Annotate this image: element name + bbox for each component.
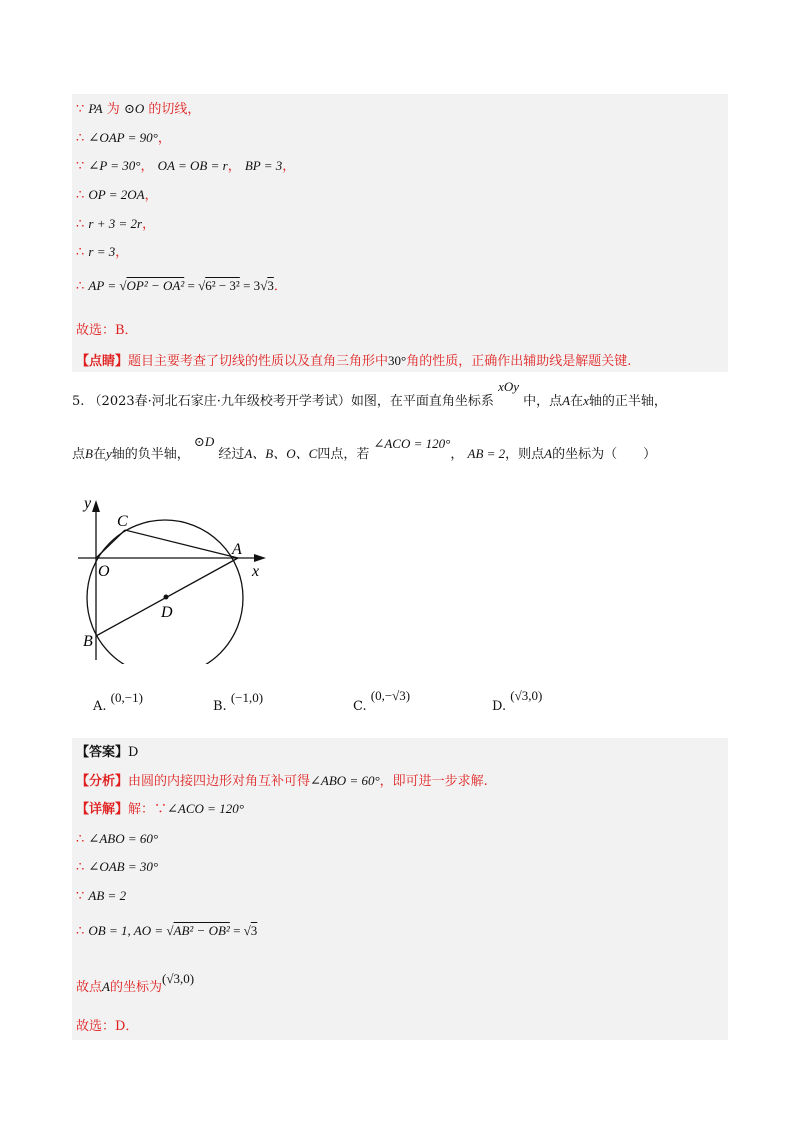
since-symbol: ∵ [76, 159, 85, 174]
punct: ， [115, 245, 129, 260]
since-symbol: ∵ [76, 102, 85, 117]
math-circle-o: ⊙O [123, 101, 145, 116]
punct: ， [144, 188, 158, 203]
punct: ， [140, 159, 154, 174]
question-line-2 [72, 434, 657, 464]
math-expr: ∠OAB = 30° [88, 859, 159, 874]
label-y: y [84, 495, 92, 512]
label-b: B [83, 633, 93, 650]
punct: ， [282, 159, 296, 174]
option-b[interactable] [213, 690, 264, 714]
detail-text: 解：∵ [128, 802, 168, 817]
math-expr: 30° [388, 353, 407, 368]
math-expr: AB = 2 [88, 888, 127, 903]
step-3 [76, 887, 126, 906]
math-expr: ∠OAP = 90° [88, 130, 158, 145]
step-1 [76, 830, 158, 849]
math-expr: BP = 3 [244, 158, 283, 173]
math-axis: y [105, 446, 112, 461]
sqrt-radicand: AB² − OB² [173, 923, 230, 938]
question-line-1 [72, 379, 667, 411]
math-circle-d: ⊙D [193, 434, 215, 449]
since-symbol: ∵ [76, 889, 85, 904]
math-expr: = [229, 923, 244, 938]
math-expr: r = 3 [88, 244, 116, 259]
comment-line [76, 352, 631, 371]
final-choice-line [76, 1018, 138, 1036]
choice-text: 故选：D． [76, 1019, 139, 1034]
analysis-text: ，即可进一步求解. [379, 774, 488, 789]
punct: ． [273, 279, 287, 294]
question-source: （2023春·河北石家庄·九年级校考开学考试） [88, 394, 351, 409]
question-text: 经过 [218, 447, 245, 462]
math-expr: ∠ABO = 60° [310, 773, 380, 788]
option-letter: A. [93, 699, 107, 714]
text: 的切线， [148, 102, 201, 117]
therefore-symbol: ∴ [76, 924, 85, 939]
solution-line-4 [76, 186, 158, 205]
option-value: (√3,0) [510, 688, 543, 703]
punct: ， [142, 217, 156, 232]
solution-line-5 [76, 215, 155, 234]
therefore-symbol: ∴ [76, 188, 85, 203]
comment-tag: 【点睛】 [76, 354, 129, 369]
punct: ， [450, 447, 464, 462]
geometry-figure [70, 494, 270, 664]
math-expr: (√3,0) [161, 971, 195, 986]
sqrt-radicand: 6² − 3² [205, 278, 240, 293]
question-text: 四点，若 [317, 447, 370, 462]
option-a[interactable] [93, 690, 143, 714]
therefore-symbol: ∴ [76, 245, 85, 260]
math-expr: = [184, 278, 199, 293]
question-text: 轴的正半轴， [588, 394, 667, 409]
question-text: 中，点 [523, 394, 563, 409]
question-text: 如图，在平面直角坐标系 [350, 394, 494, 409]
conclusion-line [76, 971, 195, 997]
detail-line [76, 800, 244, 819]
question-text: 在 [92, 447, 106, 462]
question-number: 5. [72, 394, 85, 409]
choice-line [76, 322, 138, 340]
math-point: A [562, 393, 571, 408]
answer-tag: 【答案】 [76, 745, 129, 760]
math-point: A [102, 979, 110, 994]
question-text: 在 [570, 394, 584, 409]
option-letter: D. [492, 699, 507, 714]
math-expr: AP = [88, 278, 120, 293]
punct: ， [157, 131, 171, 146]
math-expr: ∠ABO = 60° [88, 831, 159, 846]
punct: ， [227, 159, 241, 174]
math-expr: OB = 1, AO = [88, 923, 167, 938]
label-o: O [98, 563, 110, 580]
math-length: AB = 2 [467, 446, 506, 461]
answer-value: D [128, 745, 139, 760]
option-letter: C. [353, 699, 367, 714]
analysis-tag: 【分析】 [76, 774, 129, 789]
math-point: A [544, 446, 553, 461]
label-x: x [252, 563, 260, 580]
text: 为 [106, 102, 120, 117]
solution-line-3 [76, 157, 295, 176]
solution-line-2 [76, 129, 171, 148]
sqrt-radicand: 3 [267, 278, 274, 293]
math-coord-system: xOy [498, 379, 519, 394]
math-pa: PA [88, 101, 103, 116]
analysis-line [76, 772, 488, 791]
therefore-symbol: ∴ [76, 131, 85, 146]
solution-line-7: ∴ AP = √OP² − OA² = √6² − 3² = 3√3． [76, 278, 287, 294]
math-expr: ∠P = 30° [88, 158, 141, 173]
option-d[interactable] [492, 688, 543, 714]
solution-line-1 [76, 100, 200, 119]
math-expr: = 3 [239, 278, 261, 293]
math-expr: ∠ACO = 120° [167, 801, 244, 816]
option-letter: B. [213, 699, 227, 714]
conclusion-text: 故点 [76, 980, 103, 995]
math-expr: OP = 2OA [88, 187, 145, 202]
conclusion-text: 的坐标为 [109, 980, 162, 995]
question-text: 点 [72, 447, 86, 462]
step-4: ∴ OB = 1, AO = √AB² − OB² = √3 [76, 923, 258, 939]
question-text: 轴的负半轴， [111, 447, 190, 462]
analysis-text: 由圆的内接四边形对角互补可得 [128, 774, 311, 789]
sqrt-radicand: OP² − OA² [126, 278, 185, 293]
question-text: 的坐标为（ ） [552, 447, 657, 462]
label-a: A [232, 541, 242, 558]
option-value: (0,−1) [110, 690, 143, 705]
choice-text: 故选：B． [76, 323, 138, 338]
question-text: ，则点 [505, 447, 545, 462]
math-expr: OA = OB = r [157, 158, 228, 173]
comment-text: 角的性质，正确作出辅助线是解题关键. [406, 354, 632, 369]
answer-line [76, 744, 138, 762]
sqrt-radicand: 3 [250, 923, 258, 938]
math-expr: r + 3 = 2r [88, 216, 143, 231]
solution-line-6 [76, 243, 128, 262]
option-c[interactable] [353, 688, 411, 714]
math-points: A、B、O、C [244, 446, 318, 461]
math-point: B [85, 446, 93, 461]
label-d: D [161, 604, 173, 621]
math-angle: ∠ACO = 120° [373, 436, 451, 451]
detail-tag: 【详解】 [76, 802, 129, 817]
step-2 [76, 858, 158, 877]
math-axis: x [583, 393, 589, 408]
therefore-symbol: ∴ [76, 217, 85, 232]
therefore-symbol: ∴ [76, 860, 85, 875]
option-value: (−1,0) [230, 690, 264, 705]
therefore-symbol: ∴ [76, 279, 85, 294]
option-value: (0,−√3) [370, 688, 411, 703]
label-c: C [117, 513, 128, 530]
therefore-symbol: ∴ [76, 832, 85, 847]
comment-text: 题目主要考查了切线的性质以及直角三角形中 [128, 354, 389, 369]
